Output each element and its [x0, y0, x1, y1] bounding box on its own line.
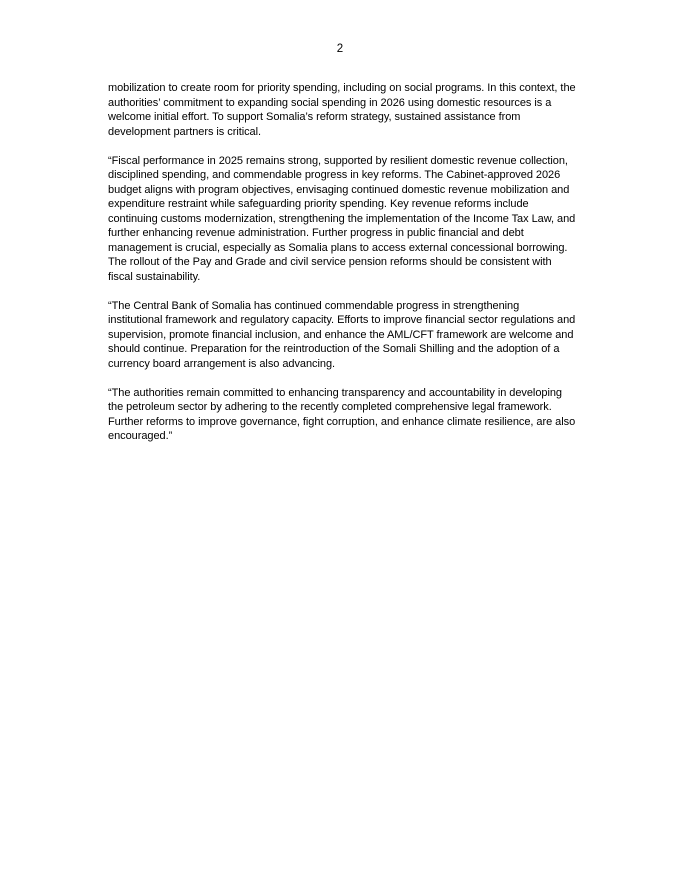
paragraph-4: “The authorities remain committed to enhancing transparency and accountability in developing the petroleum sector by adhering to the recently completed comprehensive legal framework. Further reforms to improve governance, fight corruption, and enhance climate resilience, are also encouraged.” [108, 386, 576, 442]
page-number: 2 [336, 43, 344, 55]
paragraph-1: mobilization to create room for priority spending, including on social programs. In this context, the authorities’ commitment to expanding social spending in 2026 using domestic resources is a welcome initial effort. To support Somalia’s reform strategy, sustained assistance from development partners is critical. [108, 82, 576, 138]
paragraph-3: “The Central Bank of Somalia has continued commendable progress in strengthening institutional framework and regulatory capacity. Efforts to improve financial sector regulations and supervision, promote financial inclusion, and enhance the AML/CFT framework are welcome and should continue. Preparation for the reintroduction of the Somali Shilling and the adoption of a currency board arrangement is also advancing. [108, 299, 576, 370]
document-body [108, 81, 576, 458]
paragraph-2: “Fiscal performance in 2025 remains strong, supported by resilient domestic revenue collection, disciplined spending, and commendable progress in key reforms. The Cabinet-approved 2026 budget aligns with program objectives, envisaging continued domestic revenue mobilization and expenditure restraint while safeguarding priority spending. Key revenue reforms include continuing customs modernization, strengthening the implementation of the Income Tax Law, and further enhancing revenue administration. Further progress in public financial and debt management is crucial, especially as Somalia plans to access external concessional borrowing. The rollout of the Pay and Grade and civil service pension reforms should be consistent with fiscal sustainability. [108, 154, 576, 283]
